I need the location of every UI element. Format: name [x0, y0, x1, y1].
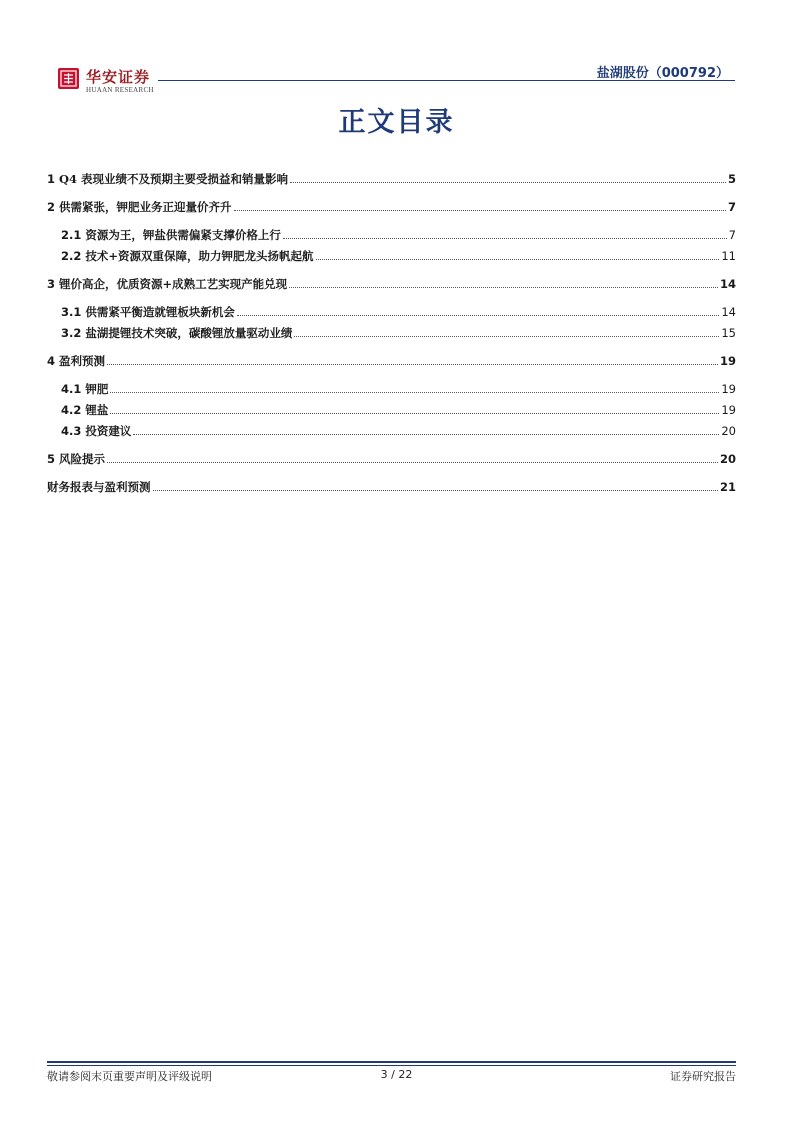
toc-leader-dots [289, 287, 718, 288]
report-type: 证券研究报告 [670, 1070, 736, 1083]
toc-entry-title [47, 480, 151, 494]
toc-entry-page: 19 [721, 382, 736, 396]
toc-entry[interactable] [47, 399, 736, 417]
toc-entry-page: 21 [719, 480, 736, 494]
toc-entry-page: 14 [719, 277, 736, 291]
logo-name-en: HUAAN RESEARCH [86, 86, 154, 94]
toc-entry-page: 14 [721, 305, 736, 319]
toc-entry-page: 11 [721, 249, 736, 263]
toc-entry-page: 20 [719, 452, 736, 466]
toc-entry-title [47, 452, 105, 466]
toc-leader-dots [290, 182, 726, 183]
footer-disclaimer: 敬请参阅末页重要声明及评级说明 [47, 1070, 212, 1083]
toc-entry[interactable] [47, 245, 736, 263]
page-indicator: 3 / 22 [380, 1068, 413, 1081]
toc-entry[interactable] [47, 322, 736, 340]
toc-entry-label: Q4 表现业绩不及预期主要受损益和销量影响 [55, 172, 289, 186]
toc-leader-dots [294, 336, 719, 337]
toc-leader-dots [133, 434, 719, 435]
toc-leader-dots [316, 259, 720, 260]
header-rule [158, 80, 735, 81]
page-title: 正文目录 [338, 107, 455, 138]
toc-entry[interactable] [47, 224, 736, 242]
toc-entry-label: 风险提示 [55, 452, 106, 466]
toc-entry-number: 3.1 [61, 305, 82, 319]
toc-entry-number: 2 [47, 200, 56, 214]
toc-entry-title [61, 382, 108, 396]
toc-leader-dots [107, 462, 718, 463]
toc-entry-number: 1 [47, 172, 56, 186]
toc-entry-page: 5 [727, 172, 736, 186]
toc-entry-label: 技术+资源双重保障，助力钾肥龙头扬帆起航 [81, 249, 314, 263]
toc-entry-title [47, 277, 287, 291]
toc-entry-label: 供需紧张，钾肥业务正迎量价齐升 [55, 200, 232, 214]
toc-entry-number: 4.3 [61, 424, 82, 438]
toc-entry[interactable] [47, 420, 736, 438]
toc-leader-dots [110, 413, 719, 414]
toc-leader-dots [283, 238, 727, 239]
toc-entry-label: 供需紧平衡造就锂板块新机会 [81, 305, 235, 319]
toc-entry[interactable] [47, 476, 736, 494]
toc-entry-number: 3 [47, 277, 56, 291]
toc-leader-dots [107, 364, 718, 365]
toc-entry-page: 15 [721, 326, 736, 340]
toc-entry-title [61, 424, 131, 438]
toc-entry-title [61, 249, 314, 263]
toc-entry[interactable] [47, 196, 736, 214]
header-company: 盐湖股份（000792） [596, 66, 729, 81]
toc-entry[interactable] [47, 273, 736, 291]
toc-entry-title [61, 326, 292, 340]
logo-mark-icon [58, 68, 79, 89]
toc-entry[interactable] [47, 448, 736, 466]
logo-name-cn: 华安证券 [86, 68, 151, 86]
toc-entry-label: 财务报表与盈利预测 [47, 480, 151, 494]
toc-entry-page: 20 [721, 424, 736, 438]
toc-leader-dots [110, 392, 719, 393]
toc-entry-number: 3.2 [61, 326, 82, 340]
toc-entry-page: 19 [719, 354, 736, 368]
toc-entry-number: 4.1 [61, 382, 82, 396]
footer-rule-thin [47, 1065, 736, 1066]
toc-entry-number: 2.1 [61, 228, 82, 242]
toc-entry-title [47, 172, 288, 186]
toc-entry-label: 投资建议 [81, 424, 132, 438]
toc-entry-title [61, 403, 108, 417]
toc-entry-label: 盐湖提锂技术突破，碳酸锂放量驱动业绩 [81, 326, 293, 340]
toc-entry-label: 锂盐 [81, 403, 109, 417]
toc-entry-title [61, 228, 281, 242]
toc-entry[interactable] [47, 378, 736, 396]
toc-leader-dots [153, 490, 718, 491]
toc-entry-number: 4.2 [61, 403, 82, 417]
toc-entry-title [47, 354, 105, 368]
toc-leader-dots [234, 210, 726, 211]
toc-entry-label: 盈利预测 [55, 354, 106, 368]
toc-entry-label: 资源为王，钾盐供需偏紧支撑价格上行 [81, 228, 281, 242]
toc-entry[interactable] [47, 350, 736, 368]
toc-entry[interactable] [47, 168, 736, 186]
toc-entry-number: 4 [47, 354, 56, 368]
footer-rule [47, 1061, 736, 1063]
toc-entry-number: 5 [47, 452, 56, 466]
toc-entry-page: 7 [727, 200, 736, 214]
toc-entry-label: 钾肥 [81, 382, 109, 396]
toc-entry-page: 19 [721, 403, 736, 417]
toc-leader-dots [237, 315, 719, 316]
toc-entry-title [61, 305, 235, 319]
toc-entry-label: 锂价高企，优质资源+成熟工艺实现产能兑现 [55, 277, 288, 291]
toc-entry[interactable] [47, 301, 736, 319]
toc-entry-title [47, 200, 232, 214]
toc-entry-number: 2.2 [61, 249, 82, 263]
toc-entry-page: 7 [728, 228, 736, 242]
